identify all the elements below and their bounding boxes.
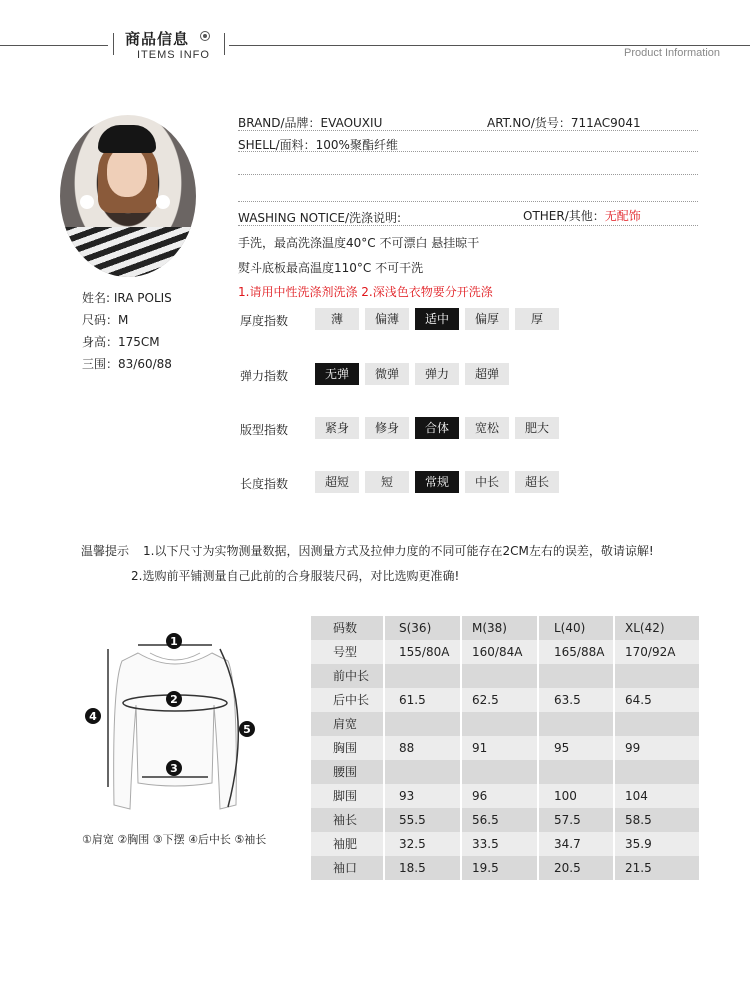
index-option: 合体 bbox=[415, 417, 459, 439]
table-cell: 32.5 bbox=[385, 832, 462, 856]
index-option: 微弹 bbox=[365, 363, 409, 385]
art-no-text: ART.NO/货号：711AC9041 bbox=[487, 116, 641, 130]
table-row bbox=[311, 640, 699, 664]
table-header-cell: L(40) bbox=[539, 616, 615, 640]
earring-icon bbox=[156, 195, 170, 209]
index-label: 弹力指数 bbox=[240, 369, 289, 383]
header-line-right bbox=[229, 45, 750, 46]
table-cell: 100 bbox=[539, 784, 615, 808]
marker-2 bbox=[166, 691, 182, 707]
index-option: 短 bbox=[365, 471, 409, 493]
table-cell: 56.5 bbox=[462, 808, 539, 832]
marker-2-label: 2 bbox=[170, 693, 178, 706]
table-cell bbox=[385, 712, 462, 736]
table-cell: 58.5 bbox=[625, 813, 652, 827]
model-name: 姓名: IRA POLIS bbox=[82, 291, 172, 305]
table-cell: 104 bbox=[625, 789, 648, 803]
section-subtitle: ITEMS INFO bbox=[137, 49, 210, 61]
dotted-divider bbox=[238, 130, 698, 131]
tips-label: 温馨提示 bbox=[81, 544, 130, 558]
table-cell bbox=[615, 760, 699, 784]
diagram-legend: ①肩宽 ②胸围 ③下摆 ④后中长 ⑤袖长 bbox=[82, 833, 267, 846]
marker-3 bbox=[166, 760, 182, 776]
table-header-cell: S(36) bbox=[385, 616, 462, 640]
dotted-divider bbox=[238, 225, 698, 226]
striped-sweater bbox=[60, 227, 196, 277]
table-cell: 袖长 bbox=[311, 808, 385, 832]
table-cell: 袖肥 bbox=[311, 832, 385, 856]
table-cell bbox=[615, 712, 699, 736]
table-cell: 88 bbox=[385, 736, 462, 760]
table-row bbox=[311, 712, 699, 736]
table-cell: 62.5 bbox=[462, 688, 539, 712]
marker-1-label: 1 bbox=[170, 635, 178, 648]
care-warning: 1.请用中性洗涤剂洗涤 2.深浅色衣物要分开洗涤 bbox=[238, 285, 493, 299]
index-label: 版型指数 bbox=[240, 423, 289, 437]
care-instructions-line2: 熨斗底板最高温度110°C 不可干洗 bbox=[238, 261, 424, 275]
table-cell bbox=[539, 664, 615, 688]
marker-5 bbox=[239, 721, 255, 737]
table-row bbox=[311, 760, 699, 784]
table-cell: 95 bbox=[539, 736, 615, 760]
model-face bbox=[107, 147, 147, 197]
table-header-cell: XL(42) bbox=[625, 621, 665, 635]
table-cell: 前中长 bbox=[311, 664, 385, 688]
table-header-row bbox=[311, 616, 699, 640]
table-cell bbox=[539, 712, 615, 736]
header-divider-left bbox=[113, 33, 114, 55]
table-cell: 160/84A bbox=[462, 640, 539, 664]
index-option: 厚 bbox=[515, 308, 559, 330]
index-option: 超弹 bbox=[465, 363, 509, 385]
table-cell: 91 bbox=[462, 736, 539, 760]
index-option: 常规 bbox=[415, 471, 459, 493]
table-cell bbox=[462, 712, 539, 736]
index-option: 宽松 bbox=[465, 417, 509, 439]
table-cell: 61.5 bbox=[385, 688, 462, 712]
washing-notice-label: WASHING NOTICE/洗涤说明: bbox=[238, 211, 402, 225]
table-cell: 57.5 bbox=[539, 808, 615, 832]
section-title: 商品信息 bbox=[125, 30, 190, 48]
table-cell: 脚围 bbox=[311, 784, 385, 808]
marker-4 bbox=[85, 708, 101, 724]
sweater-outline bbox=[114, 653, 237, 809]
dotted-divider bbox=[238, 201, 698, 202]
table-row bbox=[311, 664, 699, 688]
index-option: 薄 bbox=[315, 308, 359, 330]
table-cell: 19.5 bbox=[462, 856, 539, 880]
tips-line-2: 2.选购前平铺测量自己此前的合身服装尺码，对比选购更准确! bbox=[131, 569, 460, 583]
model-measurements: 三围：83/60/88 bbox=[82, 357, 172, 371]
measurement-diagram bbox=[80, 625, 270, 825]
table-cell: 170/92A bbox=[625, 645, 676, 659]
index-option: 修身 bbox=[365, 417, 409, 439]
table-cell bbox=[539, 760, 615, 784]
other-label: OTHER/其他： bbox=[523, 209, 605, 223]
table-cell: 35.9 bbox=[625, 837, 652, 851]
bullet-icon bbox=[200, 31, 210, 41]
table-cell: 后中长 bbox=[311, 688, 385, 712]
table-cell: 96 bbox=[462, 784, 539, 808]
index-option: 无弹 bbox=[315, 363, 359, 385]
table-row bbox=[311, 832, 699, 856]
table-cell: 腰围 bbox=[311, 760, 385, 784]
index-option: 超短 bbox=[315, 471, 359, 493]
size-table bbox=[311, 616, 699, 880]
table-row bbox=[311, 808, 699, 832]
index-option: 偏厚 bbox=[465, 308, 509, 330]
table-cell: 20.5 bbox=[539, 856, 615, 880]
shell-text: SHELL/面料：100%聚酯纤维 bbox=[238, 138, 398, 152]
dotted-divider bbox=[238, 151, 698, 152]
table-cell bbox=[462, 664, 539, 688]
index-option: 肥大 bbox=[515, 417, 559, 439]
table-header-cell: M(38) bbox=[462, 616, 539, 640]
model-height: 身高：175CM bbox=[82, 335, 160, 349]
table-cell bbox=[615, 664, 699, 688]
other-value: 无配饰 bbox=[604, 209, 641, 223]
cap-icon bbox=[98, 125, 156, 153]
brand-text: BRAND/品牌：EVAOUXIU bbox=[238, 116, 383, 130]
table-cell: 55.5 bbox=[385, 808, 462, 832]
header-line-left bbox=[0, 45, 108, 46]
index-option: 偏薄 bbox=[365, 308, 409, 330]
index-label: 长度指数 bbox=[240, 477, 289, 491]
table-cell: 99 bbox=[625, 741, 641, 755]
model-photo bbox=[60, 115, 196, 277]
index-option: 中长 bbox=[465, 471, 509, 493]
marker-1 bbox=[166, 633, 182, 649]
table-cell: 袖口 bbox=[311, 856, 385, 880]
table-cell: 63.5 bbox=[539, 688, 615, 712]
table-cell: 34.7 bbox=[539, 832, 615, 856]
table-row bbox=[311, 688, 699, 712]
table-cell: 18.5 bbox=[385, 856, 462, 880]
table-cell: 64.5 bbox=[625, 693, 652, 707]
care-instructions-line1: 手洗，最高洗涤温度40°C 不可漂白 悬挂晾干 bbox=[238, 236, 480, 250]
other-field bbox=[523, 207, 641, 224]
index-option: 适中 bbox=[415, 308, 459, 330]
table-header-cell: 码数 bbox=[311, 616, 385, 640]
marker-3-label: 3 bbox=[170, 762, 178, 775]
table-cell: 155/80A bbox=[385, 640, 462, 664]
table-cell bbox=[385, 760, 462, 784]
table-row bbox=[311, 856, 699, 880]
index-option: 紧身 bbox=[315, 417, 359, 439]
product-information-label: Product Information bbox=[624, 47, 720, 59]
table-cell: 肩宽 bbox=[311, 712, 385, 736]
table-cell: 胸围 bbox=[311, 736, 385, 760]
tips-line-1: 1.以下尺寸为实物测量数据，因测量方式及拉伸力度的不同可能存在2CM左右的误差，敬请谅解! bbox=[143, 544, 654, 558]
table-cell: 93 bbox=[385, 784, 462, 808]
table-cell: 号型 bbox=[311, 640, 385, 664]
index-option: 弹力 bbox=[415, 363, 459, 385]
table-row bbox=[311, 784, 699, 808]
dotted-divider bbox=[238, 174, 698, 175]
marker-5-label: 5 bbox=[243, 723, 251, 736]
table-cell: 33.5 bbox=[462, 832, 539, 856]
earring-icon bbox=[80, 195, 94, 209]
index-option: 超长 bbox=[515, 471, 559, 493]
index-label: 厚度指数 bbox=[240, 314, 289, 328]
table-row bbox=[311, 736, 699, 760]
model-size: 尺码：M bbox=[82, 313, 129, 327]
table-cell: 21.5 bbox=[625, 861, 652, 875]
table-cell bbox=[385, 664, 462, 688]
table-cell: 165/88A bbox=[539, 640, 615, 664]
marker-4-label: 4 bbox=[89, 710, 97, 723]
table-cell bbox=[462, 760, 539, 784]
header-divider-right bbox=[224, 33, 225, 55]
